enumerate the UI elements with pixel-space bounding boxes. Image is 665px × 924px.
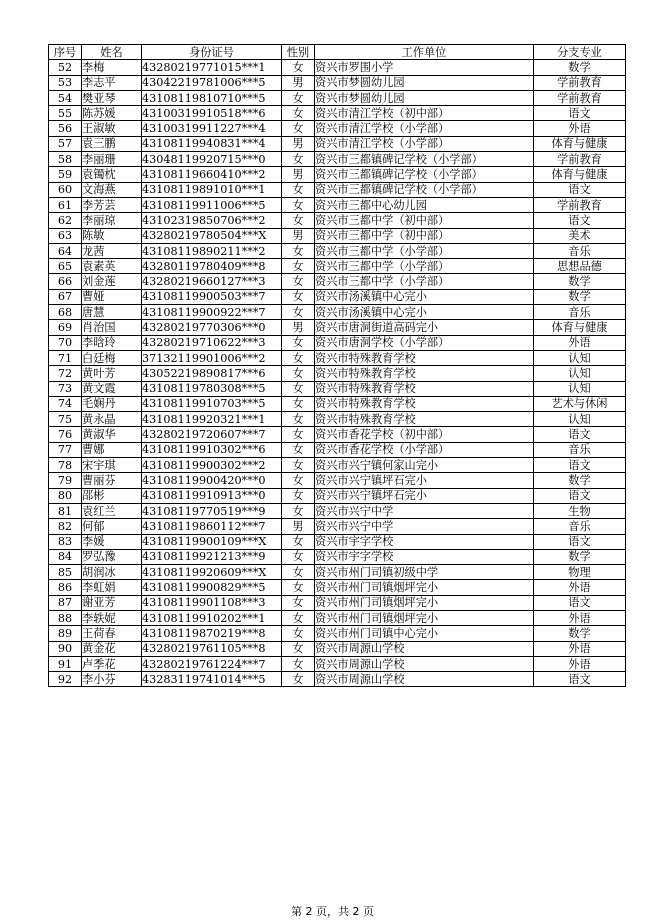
- cell-id-number: 43048119920715***0: [142, 152, 282, 167]
- cell-no: 57: [49, 136, 82, 151]
- cell-no: 69: [49, 320, 82, 335]
- cell-sex: 女: [282, 488, 315, 503]
- cell-work-unit: 资兴市汤溪镇中心完小: [315, 305, 534, 320]
- table-row: [49, 458, 626, 473]
- table-body: [49, 60, 626, 687]
- cell-id-number: 43100319910518***6: [142, 106, 282, 121]
- cell-sex: 女: [282, 641, 315, 656]
- cell-id-number: 43108119911006***5: [142, 197, 282, 212]
- cell-sex: 女: [282, 672, 315, 687]
- cell-sex: 女: [282, 90, 315, 105]
- cell-work-unit: 资兴市特殊教育学校: [315, 396, 534, 411]
- cell-name: 黄金花: [82, 641, 142, 656]
- table-row: [49, 488, 626, 503]
- cell-no: 73: [49, 381, 82, 396]
- cell-name: 王荷春: [82, 626, 142, 641]
- page-number-footer: 第 2 页，共 2 页: [291, 905, 374, 918]
- cell-name: 何郁: [82, 519, 142, 534]
- cell-id-number: 43108119900302***2: [142, 458, 282, 473]
- table-row: [49, 259, 626, 274]
- cell-subject: 外语: [534, 580, 626, 595]
- cell-sex: 女: [282, 197, 315, 212]
- cell-subject: 音乐: [534, 519, 626, 534]
- cell-no: 85: [49, 565, 82, 580]
- table-row: [49, 473, 626, 488]
- table-row: [49, 213, 626, 228]
- cell-id-number: 43108119900109***X: [142, 534, 282, 549]
- header-cell-unit: 工作单位: [315, 45, 534, 60]
- cell-id-number: 43108119910913***0: [142, 488, 282, 503]
- cell-sex: 女: [282, 121, 315, 136]
- cell-no: 63: [49, 228, 82, 243]
- table-row: [49, 610, 626, 625]
- cell-name: 毛娴丹: [82, 396, 142, 411]
- cell-work-unit: 资兴市三都镇碑记学校（小学部）: [315, 152, 534, 167]
- cell-no: 83: [49, 534, 82, 549]
- cell-name: 谢亚芳: [82, 595, 142, 610]
- header-cell-no: 序号: [49, 45, 82, 60]
- table-row: [49, 90, 626, 105]
- cell-name: 卢季花: [82, 656, 142, 671]
- table-row: [49, 442, 626, 457]
- cell-work-unit: 资兴市兴宁镇何家山完小: [315, 458, 534, 473]
- cell-id-number: 43280119780409***8: [142, 259, 282, 274]
- cell-subject: 语文: [534, 534, 626, 549]
- cell-subject: 认知: [534, 366, 626, 381]
- cell-subject: 物理: [534, 565, 626, 580]
- cell-sex: 男: [282, 228, 315, 243]
- table-row: [49, 412, 626, 427]
- cell-sex: 女: [282, 60, 315, 75]
- cell-no: 77: [49, 442, 82, 457]
- cell-subject: 数学: [534, 289, 626, 304]
- cell-id-number: 43280219761224***7: [142, 656, 282, 671]
- cell-sex: 女: [282, 580, 315, 595]
- table-row: [49, 534, 626, 549]
- cell-name: 黄文霞: [82, 381, 142, 396]
- cell-sex: 女: [282, 549, 315, 564]
- cell-no: 67: [49, 289, 82, 304]
- cell-id-number: 43280219770306***0: [142, 320, 282, 335]
- cell-name: 黄永晶: [82, 412, 142, 427]
- cell-sex: 女: [282, 427, 315, 442]
- cell-name: 曹丽芬: [82, 473, 142, 488]
- cell-subject: 学前教育: [534, 90, 626, 105]
- cell-no: 80: [49, 488, 82, 503]
- cell-subject: 美术: [534, 228, 626, 243]
- cell-sex: 女: [282, 335, 315, 350]
- cell-work-unit: 资兴市罗围小学: [315, 60, 534, 75]
- table-row: [49, 381, 626, 396]
- cell-id-number: 43108119860112***7: [142, 519, 282, 534]
- cell-subject: 学前教育: [534, 75, 626, 90]
- cell-sex: 女: [282, 412, 315, 427]
- table-row: [49, 274, 626, 289]
- cell-sex: 女: [282, 366, 315, 381]
- cell-work-unit: 资兴市州门司镇烟坪完小: [315, 580, 534, 595]
- cell-sex: 男: [282, 75, 315, 90]
- table-row: [49, 565, 626, 580]
- table-row: [49, 75, 626, 90]
- cell-no: 92: [49, 672, 82, 687]
- cell-sex: 女: [282, 381, 315, 396]
- cell-name: 曹娜: [82, 442, 142, 457]
- cell-id-number: 43108119870219***8: [142, 626, 282, 641]
- cell-no: 55: [49, 106, 82, 121]
- cell-id-number: 43108119910302***6: [142, 442, 282, 457]
- cell-sex: 女: [282, 259, 315, 274]
- cell-no: 52: [49, 60, 82, 75]
- cell-name: 李晗玲: [82, 335, 142, 350]
- roster-table: [48, 44, 626, 687]
- cell-id-number: 43283119741014***5: [142, 672, 282, 687]
- cell-work-unit: 资兴市三都中学（小学部）: [315, 243, 534, 258]
- cell-work-unit: 资兴市清江学校（初中部）: [315, 106, 534, 121]
- cell-no: 88: [49, 610, 82, 625]
- cell-sex: 女: [282, 503, 315, 518]
- cell-no: 53: [49, 75, 82, 90]
- cell-subject: 外语: [534, 641, 626, 656]
- table-row: [49, 136, 626, 151]
- cell-subject: 艺术与休闲: [534, 396, 626, 411]
- cell-no: 79: [49, 473, 82, 488]
- table-row: [49, 228, 626, 243]
- header-cell-subject: 分支专业: [534, 45, 626, 60]
- cell-name: 李丽琼: [82, 213, 142, 228]
- cell-name: 李志平: [82, 75, 142, 90]
- cell-sex: 女: [282, 274, 315, 289]
- cell-name: 唐慧: [82, 305, 142, 320]
- cell-name: 白廷梅: [82, 350, 142, 365]
- cell-subject: 认知: [534, 350, 626, 365]
- cell-id-number: 43108119770519***9: [142, 503, 282, 518]
- cell-id-number: 43108119901108***3: [142, 595, 282, 610]
- cell-subject: 体育与健康: [534, 136, 626, 151]
- cell-id-number: 43108119810710***5: [142, 90, 282, 105]
- table-row: [49, 305, 626, 320]
- cell-subject: 数学: [534, 626, 626, 641]
- cell-subject: 体育与健康: [534, 320, 626, 335]
- cell-work-unit: 资兴市特殊教育学校: [315, 350, 534, 365]
- cell-no: 84: [49, 549, 82, 564]
- cell-id-number: 43108119900922***7: [142, 305, 282, 320]
- table-row: [49, 549, 626, 564]
- cell-sex: 女: [282, 656, 315, 671]
- cell-subject: 生物: [534, 503, 626, 518]
- cell-work-unit: 资兴市宇字学校: [315, 534, 534, 549]
- cell-subject: 认知: [534, 381, 626, 396]
- cell-name: 李梅: [82, 60, 142, 75]
- cell-sex: 女: [282, 289, 315, 304]
- cell-no: 59: [49, 167, 82, 182]
- table-row: [49, 641, 626, 656]
- cell-sex: 女: [282, 626, 315, 641]
- cell-name: 李芳芸: [82, 197, 142, 212]
- cell-no: 60: [49, 182, 82, 197]
- cell-no: 74: [49, 396, 82, 411]
- table-row: [49, 335, 626, 350]
- cell-name: 肖治国: [82, 320, 142, 335]
- table-row: [49, 519, 626, 534]
- cell-work-unit: 资兴市周源山学校: [315, 672, 534, 687]
- cell-work-unit: 资兴市兴宁镇坪石完小: [315, 488, 534, 503]
- cell-no: 56: [49, 121, 82, 136]
- cell-id-number: 43108119921213***9: [142, 549, 282, 564]
- cell-name: 龙茜: [82, 243, 142, 258]
- cell-subject: 音乐: [534, 243, 626, 258]
- cell-name: 袁三鹏: [82, 136, 142, 151]
- cell-no: 66: [49, 274, 82, 289]
- table-row: [49, 197, 626, 212]
- cell-name: 王淑敏: [82, 121, 142, 136]
- cell-subject: 外语: [534, 610, 626, 625]
- cell-work-unit: 资兴市香花学校（小学部）: [315, 442, 534, 457]
- table-row: [49, 396, 626, 411]
- header-cell-sex: 性别: [282, 45, 315, 60]
- cell-id-number: 43108119920609***X: [142, 565, 282, 580]
- table-row: [49, 626, 626, 641]
- cell-id-number: 43108119910703***5: [142, 396, 282, 411]
- cell-no: 71: [49, 350, 82, 365]
- cell-sex: 男: [282, 519, 315, 534]
- cell-name: 邵彬: [82, 488, 142, 503]
- cell-work-unit: 资兴市香花学校（初中部）: [315, 427, 534, 442]
- table-row: [49, 152, 626, 167]
- cell-sex: 女: [282, 565, 315, 580]
- cell-id-number: 43042219781006***5: [142, 75, 282, 90]
- cell-work-unit: 资兴市特殊教育学校: [315, 381, 534, 396]
- cell-name: 李轶妮: [82, 610, 142, 625]
- cell-subject: 学前教育: [534, 152, 626, 167]
- cell-no: 90: [49, 641, 82, 656]
- cell-no: 65: [49, 259, 82, 274]
- cell-work-unit: 资兴市三都中学（初中部）: [315, 228, 534, 243]
- cell-id-number: 43280219660127***3: [142, 274, 282, 289]
- cell-subject: 认知: [534, 412, 626, 427]
- cell-subject: 外语: [534, 121, 626, 136]
- cell-no: 62: [49, 213, 82, 228]
- cell-no: 58: [49, 152, 82, 167]
- cell-id-number: 43108119900503***7: [142, 289, 282, 304]
- cell-work-unit: 资兴市三都镇碑记学校（小学部）: [315, 167, 534, 182]
- cell-sex: 女: [282, 106, 315, 121]
- cell-subject: 语文: [534, 182, 626, 197]
- cell-sex: 女: [282, 442, 315, 457]
- cell-name: 宋宇琪: [82, 458, 142, 473]
- cell-sex: 女: [282, 213, 315, 228]
- table-header-row: [49, 45, 626, 60]
- table-row: [49, 595, 626, 610]
- cell-name: 李丽珊: [82, 152, 142, 167]
- cell-work-unit: 资兴市特殊教育学校: [315, 412, 534, 427]
- cell-work-unit: 资兴市三都中学（小学部）: [315, 259, 534, 274]
- cell-subject: 语文: [534, 488, 626, 503]
- cell-subject: 语文: [534, 458, 626, 473]
- table-row: [49, 60, 626, 75]
- cell-sex: 男: [282, 320, 315, 335]
- cell-id-number: 43108119891010***1: [142, 182, 282, 197]
- cell-work-unit: 资兴市三都中心幼儿园: [315, 197, 534, 212]
- cell-no: 68: [49, 305, 82, 320]
- cell-subject: 语文: [534, 595, 626, 610]
- cell-subject: 语文: [534, 213, 626, 228]
- table-row: [49, 121, 626, 136]
- cell-work-unit: 资兴市周源山学校: [315, 641, 534, 656]
- cell-subject: 数学: [534, 274, 626, 289]
- cell-name: 刘金莲: [82, 274, 142, 289]
- cell-work-unit: 资兴市兴宁中学: [315, 503, 534, 518]
- cell-no: 54: [49, 90, 82, 105]
- cell-id-number: 43108119780308***5: [142, 381, 282, 396]
- table-row: [49, 320, 626, 335]
- cell-id-number: 43280219710622***3: [142, 335, 282, 350]
- header-cell-name: 姓名: [82, 45, 142, 60]
- cell-subject: 外语: [534, 656, 626, 671]
- cell-sex: 女: [282, 305, 315, 320]
- cell-subject: 语文: [534, 672, 626, 687]
- cell-work-unit: 资兴市兴宁镇坪石完小: [315, 473, 534, 488]
- cell-no: 81: [49, 503, 82, 518]
- cell-sex: 女: [282, 182, 315, 197]
- cell-name: 樊亚琴: [82, 90, 142, 105]
- cell-sex: 女: [282, 595, 315, 610]
- cell-sex: 女: [282, 350, 315, 365]
- cell-id-number: 37132119901006***2: [142, 350, 282, 365]
- cell-no: 75: [49, 412, 82, 427]
- cell-work-unit: 资兴市梦圆幼儿园: [315, 75, 534, 90]
- cell-no: 82: [49, 519, 82, 534]
- cell-work-unit: 资兴市唐洞学校（小学部）: [315, 335, 534, 350]
- cell-work-unit: 资兴市清江学校（小学部）: [315, 136, 534, 151]
- cell-name: 陈苏媛: [82, 106, 142, 121]
- cell-subject: 数学: [534, 473, 626, 488]
- cell-name: 罗弘豫: [82, 549, 142, 564]
- cell-name: 李小芬: [82, 672, 142, 687]
- cell-work-unit: 资兴市唐洞街道高码完小: [315, 320, 534, 335]
- cell-subject: 语文: [534, 106, 626, 121]
- table-row: [49, 580, 626, 595]
- cell-subject: 学前教育: [534, 197, 626, 212]
- cell-no: 91: [49, 656, 82, 671]
- cell-sex: 女: [282, 534, 315, 549]
- table-row: [49, 182, 626, 197]
- cell-subject: 音乐: [534, 442, 626, 457]
- table-row: [49, 350, 626, 365]
- cell-sex: 男: [282, 167, 315, 182]
- table-row: [49, 427, 626, 442]
- cell-id-number: 43280219771015***1: [142, 60, 282, 75]
- cell-subject: 数学: [534, 60, 626, 75]
- cell-work-unit: 资兴市三都镇碑记学校（小学部）: [315, 182, 534, 197]
- cell-subject: 体育与健康: [534, 167, 626, 182]
- cell-work-unit: 资兴市州门司镇中心完小: [315, 626, 534, 641]
- cell-name: 袁镯枕: [82, 167, 142, 182]
- table-row: [49, 366, 626, 381]
- cell-no: 89: [49, 626, 82, 641]
- cell-subject: 外语: [534, 335, 626, 350]
- cell-sex: 女: [282, 152, 315, 167]
- cell-no: 61: [49, 197, 82, 212]
- cell-no: 86: [49, 580, 82, 595]
- cell-id-number: 43280219720607***7: [142, 427, 282, 442]
- cell-subject: 思想品德: [534, 259, 626, 274]
- cell-work-unit: 资兴市清江学校（小学部）: [315, 121, 534, 136]
- cell-sex: 女: [282, 396, 315, 411]
- cell-name: 袁素英: [82, 259, 142, 274]
- cell-sex: 女: [282, 458, 315, 473]
- cell-id-number: 43052219890817***6: [142, 366, 282, 381]
- cell-name: 黄叶芳: [82, 366, 142, 381]
- cell-sex: 女: [282, 243, 315, 258]
- cell-id-number: 43108119900420***0: [142, 473, 282, 488]
- cell-no: 76: [49, 427, 82, 442]
- cell-id-number: 43108119920321***1: [142, 412, 282, 427]
- table-row: [49, 672, 626, 687]
- table-row: [49, 167, 626, 182]
- cell-id-number: 43108119900829***5: [142, 580, 282, 595]
- cell-sex: 女: [282, 610, 315, 625]
- cell-id-number: 43280219761105***8: [142, 641, 282, 656]
- cell-name: 曹娅: [82, 289, 142, 304]
- cell-work-unit: 资兴市汤溪镇中心完小: [315, 289, 534, 304]
- cell-no: 64: [49, 243, 82, 258]
- cell-name: 文海燕: [82, 182, 142, 197]
- table-row: [49, 656, 626, 671]
- cell-name: 袁红兰: [82, 503, 142, 518]
- cell-id-number: 43108119910202***1: [142, 610, 282, 625]
- table-row: [49, 503, 626, 518]
- cell-id-number: 43102319850706***2: [142, 213, 282, 228]
- cell-work-unit: 资兴市三都中学（小学部）: [315, 274, 534, 289]
- cell-sex: 女: [282, 473, 315, 488]
- cell-work-unit: 资兴市州门司镇烟坪完小: [315, 610, 534, 625]
- cell-work-unit: 资兴市周源山学校: [315, 656, 534, 671]
- cell-work-unit: 资兴市特殊教育学校: [315, 366, 534, 381]
- table-row: [49, 106, 626, 121]
- cell-no: 70: [49, 335, 82, 350]
- cell-id-number: 43280219780504***X: [142, 228, 282, 243]
- cell-name: 李虹娟: [82, 580, 142, 595]
- header-cell-id: 身份证号: [142, 45, 282, 60]
- cell-work-unit: 资兴市兴宁中学: [315, 519, 534, 534]
- cell-id-number: 43100319911227***4: [142, 121, 282, 136]
- cell-sex: 男: [282, 136, 315, 151]
- cell-subject: 音乐: [534, 305, 626, 320]
- cell-name: 陈敏: [82, 228, 142, 243]
- table-row: [49, 243, 626, 258]
- cell-name: 胡润冰: [82, 565, 142, 580]
- cell-no: 87: [49, 595, 82, 610]
- cell-name: 黄淑华: [82, 427, 142, 442]
- cell-id-number: 43108119940831***4: [142, 136, 282, 151]
- cell-subject: 语文: [534, 427, 626, 442]
- cell-no: 78: [49, 458, 82, 473]
- cell-work-unit: 资兴市州门司镇烟坪完小: [315, 595, 534, 610]
- cell-id-number: 43108119660410***2: [142, 167, 282, 182]
- cell-work-unit: 资兴市梦圆幼儿园: [315, 90, 534, 105]
- cell-no: 72: [49, 366, 82, 381]
- cell-work-unit: 资兴市宇字学校: [315, 549, 534, 564]
- cell-name: 李媛: [82, 534, 142, 549]
- table-row: [49, 289, 626, 304]
- cell-work-unit: 资兴市州门司镇初级中学: [315, 565, 534, 580]
- cell-id-number: 43108119890211***2: [142, 243, 282, 258]
- cell-work-unit: 资兴市三都中学（初中部）: [315, 213, 534, 228]
- cell-subject: 数学: [534, 549, 626, 564]
